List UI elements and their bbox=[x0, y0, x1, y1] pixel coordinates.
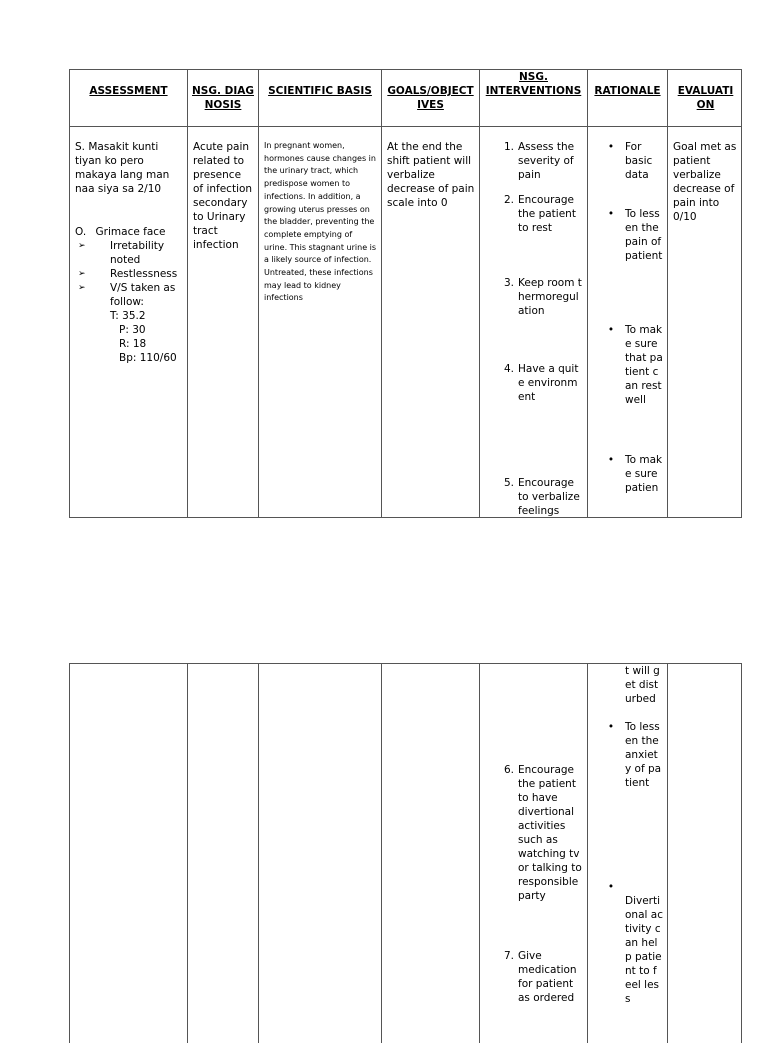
scientific-basis-text: In pregnant women, hormones cause changes in the urinary tract, which predispose women to infections. In addition, a growing uterus presses on the bladder, preventing the complete emptying of urine. This stagnant urine is a likely source of infection. Untreated, these infections may lead to kidney infections bbox=[264, 141, 377, 303]
objective-title: Grimace face bbox=[95, 226, 166, 238]
header-assessment: ASSESSMENT bbox=[89, 85, 168, 97]
evaluation-text: Goal met as patient verbalize decrease of pain into 0/10 bbox=[673, 141, 737, 223]
intervention-item: 4. Have a quite environment bbox=[503, 363, 579, 403]
vital-sign: P: 30 bbox=[119, 324, 146, 336]
assessment-objective bbox=[75, 225, 183, 239]
bullet-icon: • bbox=[607, 141, 615, 153]
vital-sign: T: 35.2 bbox=[110, 310, 146, 322]
rationale-column: RATIONALE • For basic data • To lessen the pain of patient • To make sure that patient can rest well • To make sure patien bbox=[588, 70, 668, 517]
bullet-icon: • bbox=[607, 324, 615, 336]
intervention-item: 5. Encourage to verbalize feelings bbox=[503, 477, 580, 517]
header-interventions: NSG. INTERVENTIONS bbox=[485, 71, 582, 97]
care-plan-table-page-2 bbox=[69, 663, 742, 1043]
rationale-item-text: Divertional activity can help patient to feel less bbox=[625, 895, 663, 1005]
rationale-continuation: t will get disturbed bbox=[625, 665, 660, 705]
bullet-icon: • bbox=[607, 454, 615, 466]
intervention-item: 3. Keep room thermoregulation bbox=[503, 277, 582, 317]
goals-text: At the end the shift patient will verbalize decrease of pain scale into 0 bbox=[387, 141, 475, 209]
intervention-item: 6. Encourage the patient to have divertional activities such as watching tv or talking to responsible party bbox=[503, 764, 582, 902]
intervention-item: 7. Give medication for patient as ordered bbox=[503, 950, 577, 1004]
intervention-item: 1. Assess the severity of pain bbox=[503, 141, 575, 181]
care-plan-table-page-1 bbox=[69, 69, 742, 518]
header-goals: GOALS/OBJECTIVES bbox=[387, 85, 474, 111]
interventions-column bbox=[480, 664, 588, 1043]
arrow-bullet-icon: ➢ bbox=[78, 283, 86, 293]
assessment-subjective: S. Masakit kunti tiyan ko pero makaya lang man naa siya sa 2/10 bbox=[75, 141, 170, 195]
diagnosis-column bbox=[188, 70, 259, 517]
vital-sign: R: 18 bbox=[119, 338, 147, 350]
arrow-bullet-icon: ➢ bbox=[78, 269, 86, 279]
assessment-column bbox=[70, 664, 188, 1043]
header-scientific-basis: SCIENTIFIC BASIS bbox=[268, 85, 372, 97]
assessment-column: ASSESSMENT S. Masakit kunti tiyan ko pero makaya lang man naa siya sa 2/10 O. Grimace face ➢ Irretability noted ➢ Restlessness ➢ V/S taken as follow: T: 35.2 P: 30 R: 18 Bp: 110/60 bbox=[70, 70, 188, 517]
evaluation-column bbox=[668, 664, 743, 1043]
diagnosis-column bbox=[188, 664, 259, 1043]
diagnosis-text: Acute pain related to presence of infection secondary to Urinary tract infection bbox=[193, 141, 253, 251]
header-rationale: RATIONALE bbox=[594, 85, 661, 97]
vital-sign: Bp: 110/60 bbox=[119, 352, 177, 364]
bullet-icon: • bbox=[607, 208, 615, 220]
goals-column bbox=[382, 664, 480, 1043]
header-evaluation: EVALUATION bbox=[677, 85, 734, 111]
header-diagnosis: NSG. DIAGNOSIS bbox=[192, 85, 254, 111]
arrow-bullet-icon: ➢ bbox=[78, 241, 86, 251]
bullet-icon: • bbox=[607, 881, 615, 893]
bullet-icon: • bbox=[607, 721, 615, 733]
scientific-basis-column bbox=[259, 70, 382, 517]
intervention-item: 2. Encourage the patient to rest bbox=[503, 194, 576, 234]
evaluation-column bbox=[668, 70, 743, 517]
goals-column bbox=[382, 70, 480, 517]
interventions-column bbox=[480, 70, 588, 517]
rationale-column: t will get disturbed • To lessen the anxiety of patient • Divertional activity can help patient to feel less bbox=[588, 664, 668, 1043]
scientific-basis-column bbox=[259, 664, 382, 1043]
objective-label: O. bbox=[75, 226, 87, 238]
